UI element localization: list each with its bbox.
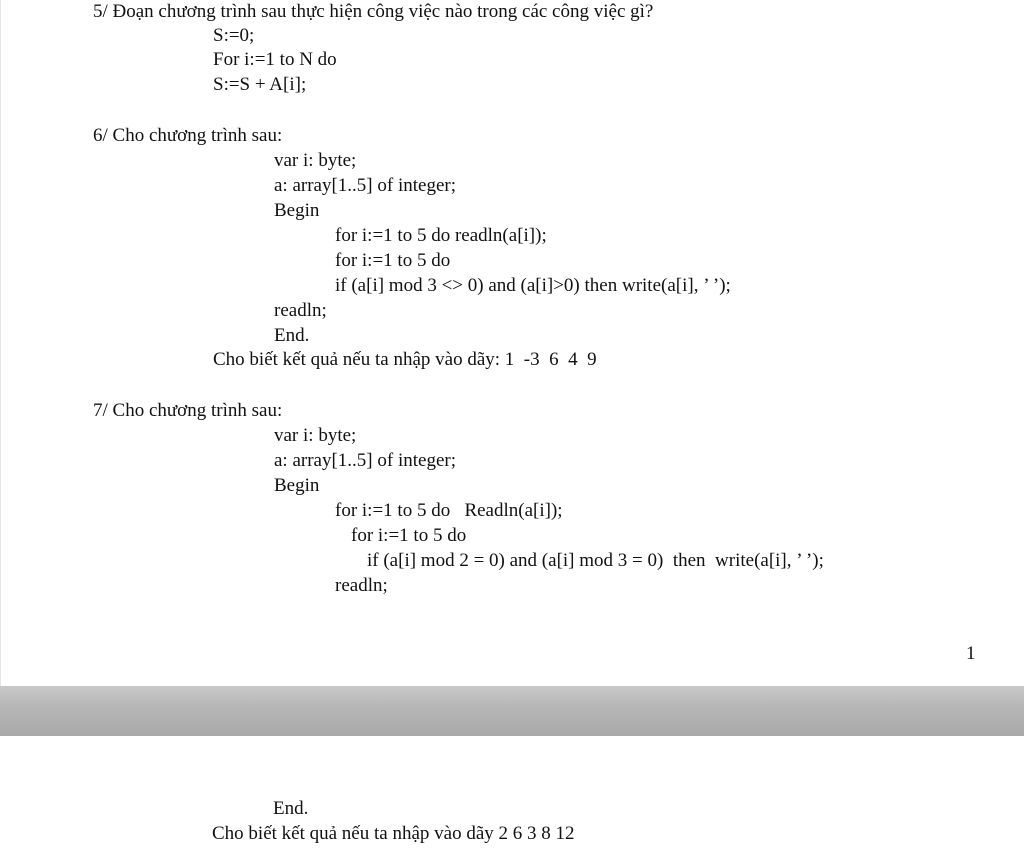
code-line: a: array[1..5] of integer; [274, 175, 456, 196]
question-6-heading: 6/ Cho chương trình sau: [93, 125, 283, 146]
code-line: Begin [274, 475, 320, 496]
code-line: a: array[1..5] of integer; [274, 450, 456, 471]
code-line: for i:=1 to 5 do readln(a[i]); [335, 225, 547, 246]
code-line: Begin [274, 200, 320, 221]
code-line: End. [273, 798, 309, 819]
code-line: S:=0; [213, 25, 255, 46]
question-7-heading: 7/ Cho chương trình sau: [93, 400, 283, 421]
question-6-prompt: Cho biết kết quả nếu ta nhập vào dãy: 1 -3 6 4 9 [213, 349, 597, 370]
code-line: var i: byte; [274, 150, 357, 171]
code-line: End. [274, 325, 310, 346]
code-line: S:=S + A[i]; [213, 74, 307, 95]
code-line: readln; [335, 575, 388, 596]
code-line: for i:=1 to 5 do [335, 250, 451, 271]
code-line: for i:=1 to 5 do Readln(a[i]); [335, 500, 563, 521]
question-7-prompt: Cho biết kết quả nếu ta nhập vào dãy 2 6 3 8 12 [212, 823, 575, 844]
code-line: var i: byte; [274, 425, 357, 446]
code-line: For i:=1 to N do [213, 49, 337, 70]
code-line: for i:=1 to 5 do [351, 525, 467, 546]
code-line: readln; [274, 300, 327, 321]
code-line: if (a[i] mod 2 = 0) and (a[i] mod 3 = 0) then write(a[i], ’ ’); [367, 550, 824, 571]
page-separator [0, 686, 1024, 736]
question-5-heading: 5/ Đoạn chương trình sau thực hiện công việc nào trong các công việc gì? [93, 1, 654, 22]
document-page-2 [0, 736, 1024, 863]
code-line: if (a[i] mod 3 <> 0) and (a[i]>0) then write(a[i], ’ ’); [335, 275, 731, 296]
page-number: 1 [966, 643, 976, 664]
